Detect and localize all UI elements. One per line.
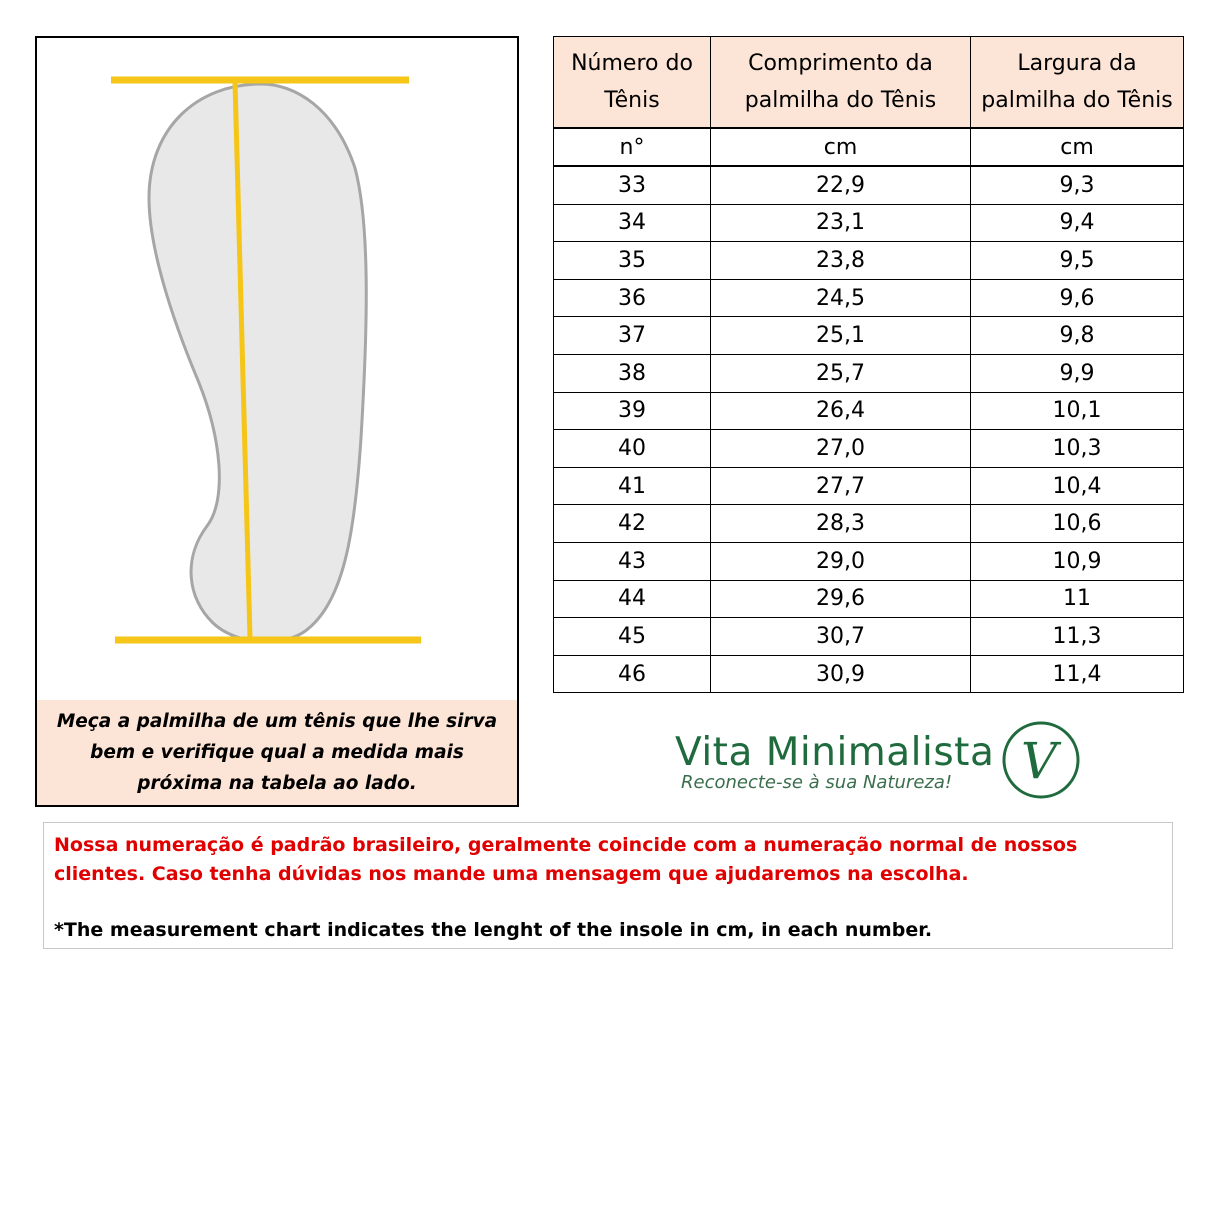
cell-shoe-number: 46 (554, 655, 711, 693)
units-row (554, 128, 1184, 166)
cell-shoe-number: 37 (554, 317, 711, 355)
cell-insole-width: 11,3 (971, 618, 1184, 656)
cell-insole-length: 22,9 (711, 166, 971, 204)
cell-shoe-number: 42 (554, 505, 711, 543)
cell-insole-width: 9,3 (971, 166, 1184, 204)
cell-insole-width: 10,4 (971, 467, 1184, 505)
cell-insole-width: 9,9 (971, 354, 1184, 392)
cell-insole-length: 26,4 (711, 392, 971, 430)
cell-insole-length: 29,0 (711, 542, 971, 580)
table-row (554, 655, 1184, 693)
cell-insole-length: 30,7 (711, 618, 971, 656)
header-insole-length: Comprimento da palmilha do Tênis (711, 37, 971, 129)
cell-shoe-number: 44 (554, 580, 711, 618)
brand-tagline: Reconecte-se à sua Natureza! (681, 772, 953, 793)
table-row (554, 279, 1184, 317)
table-row (554, 580, 1184, 618)
cell-insole-width: 9,4 (971, 204, 1184, 242)
cell-shoe-number: 36 (554, 279, 711, 317)
insole-diagram (37, 38, 517, 700)
table-row (554, 354, 1184, 392)
cell-insole-width: 10,9 (971, 542, 1184, 580)
cell-shoe-number: 45 (554, 618, 711, 656)
check-circle-icon (999, 720, 1083, 804)
cell-shoe-number: 41 (554, 467, 711, 505)
table-row (554, 317, 1184, 355)
table-row (554, 392, 1184, 430)
cell-shoe-number: 43 (554, 542, 711, 580)
cell-insole-width: 11 (971, 580, 1184, 618)
cell-insole-length: 25,7 (711, 354, 971, 392)
unit-cell: cm (971, 128, 1184, 166)
cell-insole-length: 27,7 (711, 467, 971, 505)
cell-insole-width: 9,5 (971, 242, 1184, 280)
cell-insole-width: 11,4 (971, 655, 1184, 693)
insole-illustration-panel (35, 36, 519, 807)
cell-insole-length: 24,5 (711, 279, 971, 317)
cell-shoe-number: 35 (554, 242, 711, 280)
table-row (554, 430, 1184, 468)
table-row (554, 242, 1184, 280)
cell-shoe-number: 33 (554, 166, 711, 204)
cell-shoe-number: 39 (554, 392, 711, 430)
brand-name: Vita Minimalista (675, 730, 995, 775)
table-row (554, 467, 1184, 505)
cell-shoe-number: 40 (554, 430, 711, 468)
cell-insole-length: 30,9 (711, 655, 971, 693)
cell-insole-width: 10,6 (971, 505, 1184, 543)
cell-shoe-number: 38 (554, 354, 711, 392)
header-insole-width: Largura da palmilha do Tênis (971, 37, 1184, 129)
brand-logo (673, 720, 1093, 804)
sizing-note-portuguese: Nossa numeração é padrão brasileiro, geralmente coincide com a numeração normal de nossos clientes. Caso tenha dúvidas nos mande uma mensagem que ajudaremos na escolha. (54, 834, 1078, 885)
cell-insole-width: 9,6 (971, 279, 1184, 317)
cell-insole-length: 28,3 (711, 505, 971, 543)
table-row (554, 166, 1184, 204)
unit-cell: n° (554, 128, 711, 166)
size-chart-table (553, 36, 1184, 693)
table-header-row (554, 37, 1184, 129)
cell-insole-width: 10,3 (971, 430, 1184, 468)
cell-shoe-number: 34 (554, 204, 711, 242)
table-row (554, 204, 1184, 242)
cell-insole-length: 29,6 (711, 580, 971, 618)
cell-insole-length: 27,0 (711, 430, 971, 468)
cell-insole-width: 9,8 (971, 317, 1184, 355)
table-row (554, 505, 1184, 543)
logo-mark-letter: V (1020, 732, 1058, 790)
insole-outline (149, 84, 366, 642)
cell-insole-length: 23,8 (711, 242, 971, 280)
header-shoe-number: Número do Tênis (554, 37, 711, 129)
table-row (554, 542, 1184, 580)
sizing-note-english: *The measurement chart indicates the lenght of the insole in cm, in each number. (54, 919, 933, 941)
notes-box (43, 822, 1173, 949)
cell-insole-width: 10,1 (971, 392, 1184, 430)
measure-instruction: Meça a palmilha de um tênis que lhe sirva bem e verifique qual a medida mais próxima na tabela ao lado. (37, 700, 517, 805)
table-row (554, 618, 1184, 656)
cell-insole-length: 23,1 (711, 204, 971, 242)
cell-insole-length: 25,1 (711, 317, 971, 355)
unit-cell: cm (711, 128, 971, 166)
